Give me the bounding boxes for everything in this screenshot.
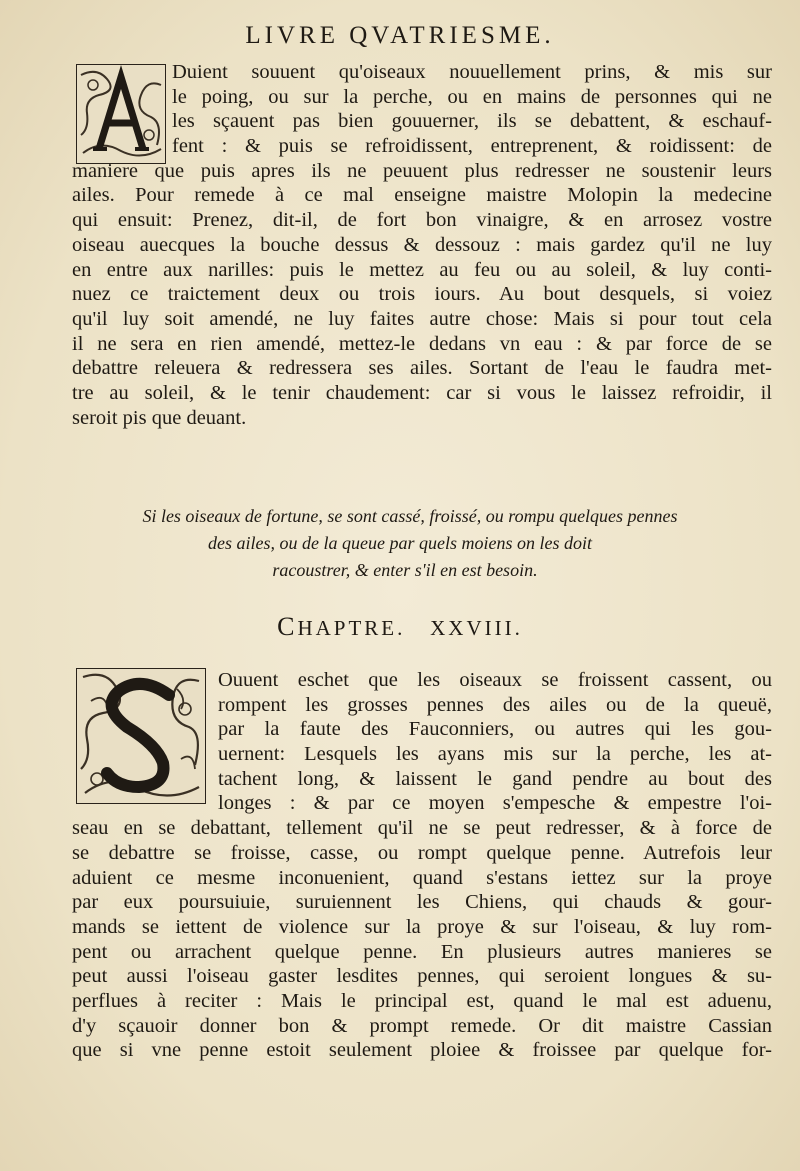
chapter-word: HAPTRE.: [297, 616, 406, 640]
text-line: rompent les grosses pennes des ailes ou de la queuë,: [218, 693, 772, 716]
text-line: pent ou arrachent quelque penne. En plusieurs autres manieres se: [72, 940, 772, 963]
text-line: les sçauent pas bien gouuerner, ils se debattent, & eschauf-: [172, 110, 772, 133]
chapter-number: XXVIII.: [430, 616, 523, 640]
text-line: maniere que puis apres ils ne peuuent plus redresser ne soustenir leurs: [72, 159, 772, 182]
section-2-text: [72, 668, 772, 1063]
text-line: il ne sera en rien amendé, mettez-le dedans vn eau : & par force de se: [72, 332, 772, 355]
text-line: le poing, ou sur la perche, ou en mains de personnes qui ne: [172, 85, 772, 108]
text-line: aduient ce mesme inconuenient, quand s'estans iettez sur la proye: [72, 866, 772, 889]
text-line: par eux poursuiuie, suruiennent les Chiens, qui chauds & gour-: [72, 891, 772, 914]
text-line: longes : & par ce moyen s'empesche & empestre l'oi-: [218, 792, 772, 815]
chapter-heading: [0, 612, 800, 642]
text-line: d'y sçauoir donner bon & prompt remede. Or dit maistre Cassian: [72, 1014, 772, 1037]
text-line: tre au soleil, & le tenir chaudement: car si vous le laissez refroidir, il: [72, 381, 772, 404]
chapter-initial: C: [277, 612, 298, 641]
text-line: seau en se debattant, tellement qu'il ne se peut redresser, & à force de: [72, 817, 772, 840]
text-line: Ouuent eschet que les oiseaux se froissent cassent, ou: [218, 669, 772, 691]
running-head: LIVRE QVATRIESME.: [245, 22, 555, 49]
text-line: se debattre se froisse, casse, ou rompt quelque penne. Autrefois leur: [72, 841, 772, 864]
text-line: en entre aux narilles: puis le mettez au feu ou au soleil, & luy conti-: [72, 258, 772, 281]
text-line: mands se iettent de violence sur la proye & sur l'oiseau, & luy rom-: [72, 915, 772, 938]
chapter-summary: [0, 503, 800, 584]
text-line: tachent long, & laissent le gand pendre au bout des: [218, 767, 772, 790]
text-line: ailes. Pour remede à ce mal enseigne maistre Molopin la medecine: [72, 184, 772, 207]
text-line: perflues à reciter : Mais le principal est, quand le mal est aduenu,: [72, 989, 772, 1012]
text-line: qu'il luy soit amendé, ne luy faites autre chose: Mais si pour tout cela: [72, 307, 772, 330]
text-line: fent : & puis se refroidissent, entreprenent, & roidissent: de: [172, 135, 772, 158]
summary-line: Si les oiseaux de fortune, se sont cassé, froissé, ou rompu quelques pennes: [142, 506, 678, 526]
text-line: debattre releuera & redressera ses ailes. Sortant de l'eau le faudra met-: [72, 357, 772, 380]
text-line: qui ensuit: Prenez, dit-il, de fort bon vinaigre, & en arrosez vostre: [72, 209, 772, 232]
section-1-text: [72, 60, 772, 430]
summary-line: racoustrer, & enter s'il en est besoin.: [272, 560, 538, 580]
text-line: uernent: Lesquels les ayans mis sur la perche, les at-: [218, 743, 772, 766]
text-line: peut aussi l'oiseau gaster lesdites pennes, qui seroient longues & su-: [72, 965, 772, 988]
text-line: nuez ce traictement deux ou trois iours. Au bout desquels, si voiez: [72, 283, 772, 306]
summary-line: des ailes, ou de la queue par quels moiens on les doit: [208, 533, 592, 553]
text-line: par la faute des Fauconniers, ou autres qui les gou-: [218, 718, 772, 741]
text-line: seroit pis que deuant.: [72, 406, 247, 429]
text-line: que si vne penne estoit seulement ploiee & froissee par quelque for-: [72, 1039, 772, 1062]
text-line: oiseau auecques la bouche dessus & dessouz : mais gardez qu'il ne luy: [72, 233, 772, 256]
text-line: Duient souuent qu'oiseaux nouuellement prins, & mis sur: [172, 61, 772, 83]
